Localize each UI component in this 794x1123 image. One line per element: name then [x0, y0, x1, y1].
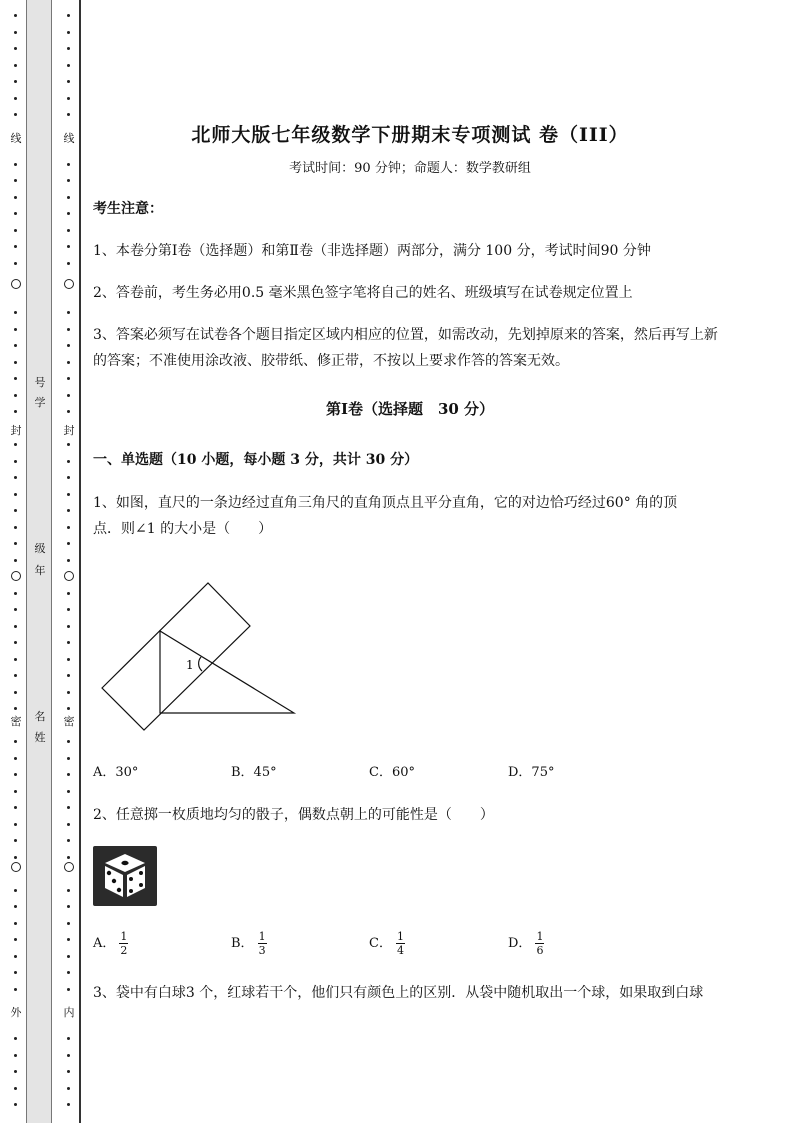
- notice-item: 的答案；不准使用涂改液、胶带纸、修正带，不按以上要求作答的答案无效。: [93, 353, 569, 369]
- cut-line-dot: [14, 938, 17, 941]
- cut-line-dot: [67, 262, 70, 265]
- cut-line-dot: [67, 608, 70, 611]
- option-prefix: B．: [231, 936, 254, 951]
- cut-line-dot: [67, 641, 70, 644]
- cut-line-dot: [67, 31, 70, 34]
- ruler-triangle-figure: [98, 578, 298, 733]
- angle-label: 1: [186, 658, 194, 672]
- option-c: C．60°: [369, 765, 415, 780]
- cut-line-dot: [67, 955, 70, 958]
- cut-line-dot: [14, 410, 17, 413]
- exam-title: 北师大版七年级数学下册期末专项测试 卷（III）: [191, 124, 629, 146]
- cut-line-dot: [14, 823, 17, 826]
- field-label-char: 学: [34, 396, 46, 409]
- cut-line-dot: [67, 971, 70, 974]
- cut-line-dot: [67, 889, 70, 892]
- cut-line-dot: [14, 64, 17, 67]
- cut-line-dot: [14, 839, 17, 842]
- cut-line-dot: [14, 856, 17, 859]
- cut-line-dot: [67, 806, 70, 809]
- cut-line-dot: [67, 674, 70, 677]
- cut-line-dot: [14, 245, 17, 248]
- cut-line-dot: [67, 410, 70, 413]
- cut-line-dot: [67, 559, 70, 562]
- cut-line-dot: [67, 856, 70, 859]
- cut-line-dot: [14, 1070, 17, 1073]
- inner-mark-inside: 内: [63, 1006, 75, 1019]
- question-1-text: 点．则∠1 的大小是（ ）: [93, 521, 273, 537]
- cut-line-dot: [14, 476, 17, 479]
- cut-line-dot: [14, 658, 17, 661]
- cut-line-dot: [14, 394, 17, 397]
- outer-mark-secret: 密: [10, 715, 22, 728]
- cut-line-dot: [14, 707, 17, 710]
- cut-line-dot: [14, 905, 17, 908]
- field-label-char: 年: [34, 564, 46, 577]
- cut-line-dot: [14, 1054, 17, 1057]
- circle-icon: [11, 279, 21, 289]
- circle-icon: [64, 862, 74, 872]
- cut-line-dot: [67, 1087, 70, 1090]
- cut-line-dot: [67, 509, 70, 512]
- angle-arc: [199, 657, 202, 671]
- cut-line-dot: [67, 988, 70, 991]
- cut-line-dot: [67, 229, 70, 232]
- part-title: 一、单选题（10 小题，每小题 3 分，共计 30 分）: [93, 452, 419, 468]
- cut-line-dot: [67, 80, 70, 83]
- cut-line-dot: [14, 1087, 17, 1090]
- cut-line-dot: [67, 707, 70, 710]
- cut-line-dot: [67, 377, 70, 380]
- section-title: 第Ⅰ卷（选择题 30 分）: [325, 400, 495, 418]
- field-label-char: 名: [34, 710, 46, 723]
- fraction-denominator: 4: [396, 944, 404, 957]
- cut-line-dot: [67, 592, 70, 595]
- set-square-shape: [160, 631, 294, 713]
- cut-line-dot: [14, 674, 17, 677]
- fraction-denominator: 3: [258, 944, 266, 957]
- cut-line-dot: [67, 97, 70, 100]
- inner-mark-line: 线: [63, 132, 75, 145]
- cut-line-dot: [14, 526, 17, 529]
- cut-line-dot: [14, 47, 17, 50]
- option-d: D．75°: [508, 765, 555, 780]
- cut-line-dot: [67, 757, 70, 760]
- option-prefix: D．: [508, 936, 532, 951]
- cut-line-dot: [14, 971, 17, 974]
- cut-line-dot: [14, 443, 17, 446]
- cut-line-dot: [67, 113, 70, 116]
- cut-line-dot: [14, 179, 17, 182]
- cut-line-dot: [67, 196, 70, 199]
- cut-line-dot: [14, 790, 17, 793]
- cut-line-dot: [14, 80, 17, 83]
- cut-line-dot: [67, 394, 70, 397]
- fraction-numerator: 1: [258, 930, 266, 943]
- fraction-denominator: 2: [120, 944, 128, 957]
- cut-line-dot: [67, 938, 70, 941]
- cut-line-dot: [14, 625, 17, 628]
- cut-line-dot: [14, 691, 17, 694]
- cut-line-dot: [14, 740, 17, 743]
- field-label-char: 号: [34, 376, 46, 389]
- cut-line-dot: [14, 757, 17, 760]
- question-2-text: 2、任意掷一枚质地均匀的骰子，偶数点朝上的可能性是（ ）: [93, 807, 494, 823]
- cut-line-dot: [14, 1037, 17, 1040]
- cut-line-dot: [14, 773, 17, 776]
- cut-line-dot: [67, 311, 70, 314]
- cut-line-dot: [67, 476, 70, 479]
- cut-line-dot: [14, 113, 17, 116]
- cut-line-dot: [67, 1070, 70, 1073]
- option-b: [231, 930, 267, 957]
- cut-line-dot: [67, 790, 70, 793]
- circle-icon: [11, 862, 21, 872]
- cut-line-dot: [67, 1054, 70, 1057]
- cut-line-dot: [14, 889, 17, 892]
- cut-line-dot: [14, 229, 17, 232]
- cut-line-dot: [67, 773, 70, 776]
- option-prefix: C．: [369, 936, 392, 951]
- fraction: [396, 930, 405, 957]
- question-1-text: 1、如图，直尺的一条边经过直角三角尺的直角顶点且平分直角，它的对边恰巧经过60° 角的顶: [93, 495, 678, 511]
- cut-line-dot: [67, 443, 70, 446]
- cut-line-dot: [67, 691, 70, 694]
- binding-margin: [0, 0, 82, 1123]
- cut-line-dot: [67, 493, 70, 496]
- cut-line-dot: [67, 823, 70, 826]
- cut-line-dot: [67, 839, 70, 842]
- cut-line-dot: [67, 212, 70, 215]
- cut-line-dot: [14, 377, 17, 380]
- fraction: [258, 930, 267, 957]
- circle-icon: [64, 279, 74, 289]
- option-a: A．30°: [93, 765, 139, 780]
- cut-line-dot: [67, 1037, 70, 1040]
- cut-line-dot: [67, 542, 70, 545]
- cut-line-dot: [14, 1103, 17, 1106]
- cut-line-dot: [67, 526, 70, 529]
- dice-icon: [93, 846, 157, 906]
- cut-line-dot: [67, 740, 70, 743]
- cut-line-dot: [14, 542, 17, 545]
- outer-mark-seal: 封: [10, 424, 22, 437]
- ruler-shape: [102, 583, 250, 730]
- inner-dotted-cut-line: [63, 0, 75, 1123]
- cut-line-dot: [67, 47, 70, 50]
- cut-line-dot: [67, 905, 70, 908]
- cut-line-dot: [14, 509, 17, 512]
- cut-line-dot: [67, 344, 70, 347]
- option-c: [369, 930, 405, 957]
- student-info-band: [26, 0, 52, 1123]
- cut-line-dot: [14, 955, 17, 958]
- cut-line-dot: [14, 592, 17, 595]
- cut-line-dot: [14, 163, 17, 166]
- option-b: B．45°: [231, 765, 277, 780]
- cut-line-dot: [14, 559, 17, 562]
- cut-line-dot: [67, 625, 70, 628]
- cut-line-dot: [14, 196, 17, 199]
- fraction: [535, 930, 544, 957]
- cut-line-dot: [14, 608, 17, 611]
- cut-line-dot: [67, 328, 70, 331]
- circle-icon: [11, 571, 21, 581]
- cut-line-dot: [14, 31, 17, 34]
- notice-item: 2、答卷前，考生务必用0.5 毫米黑色签字笔将自己的姓名、班级填写在试卷规定位置上: [93, 285, 633, 301]
- field-label-char: 姓: [34, 731, 46, 744]
- cut-line-dot: [14, 493, 17, 496]
- cut-line-dot: [14, 97, 17, 100]
- cut-line-dot: [67, 922, 70, 925]
- cut-line-dot: [14, 14, 17, 17]
- fraction-numerator: 1: [120, 930, 128, 943]
- question-3-text: 3、袋中有白球3 个，红球若干个，他们只有颜色上的区别．从袋中随机取出一个球，如果取到白球: [93, 985, 704, 1001]
- outer-mark-line: 线: [10, 132, 22, 145]
- cut-line-dot: [67, 245, 70, 248]
- cut-line-dot: [67, 658, 70, 661]
- cut-line-dot: [67, 1103, 70, 1106]
- cut-line-dot: [67, 179, 70, 182]
- margin-border-line: [79, 0, 81, 1123]
- cut-line-dot: [14, 212, 17, 215]
- cut-line-dot: [14, 988, 17, 991]
- fraction-numerator: 1: [396, 930, 404, 943]
- cut-line-dot: [14, 806, 17, 809]
- cut-line-dot: [14, 460, 17, 463]
- notice-item: 3、答案必须写在试卷各个题目指定区域内相应的位置，如需改动，先划掉原来的答案，然后再写上新: [93, 327, 718, 343]
- exam-subtitle: 考试时间：90 分钟；命题人：数学教研组: [289, 161, 531, 176]
- outer-dotted-cut-line: [10, 0, 22, 1123]
- cut-line-dot: [67, 163, 70, 166]
- option-a: [93, 930, 128, 957]
- outer-mark-outside: 外: [10, 1006, 22, 1019]
- option-d: [508, 930, 544, 957]
- notice-item: 1、本卷分第Ⅰ卷（选择题）和第Ⅱ卷（非选择题）两部分，满分 100 分，考试时间90 分钟: [93, 243, 651, 259]
- fraction: [119, 930, 128, 957]
- cut-line-dot: [14, 311, 17, 314]
- cut-line-dot: [14, 361, 17, 364]
- field-label-char: 级: [34, 542, 46, 555]
- cut-line-dot: [14, 328, 17, 331]
- cut-line-dot: [67, 14, 70, 17]
- cut-line-dot: [67, 64, 70, 67]
- cut-line-dot: [67, 361, 70, 364]
- inner-mark-secret: 密: [63, 715, 75, 728]
- cut-line-dot: [14, 922, 17, 925]
- cut-line-dot: [14, 262, 17, 265]
- fraction-denominator: 6: [536, 944, 544, 957]
- circle-icon: [64, 571, 74, 581]
- inner-mark-seal: 封: [63, 424, 75, 437]
- cut-line-dot: [14, 641, 17, 644]
- cut-line-dot: [14, 344, 17, 347]
- fraction-numerator: 1: [536, 930, 544, 943]
- notice-heading: 考生注意：: [93, 201, 163, 217]
- cut-line-dot: [67, 460, 70, 463]
- option-prefix: A．: [93, 936, 116, 951]
